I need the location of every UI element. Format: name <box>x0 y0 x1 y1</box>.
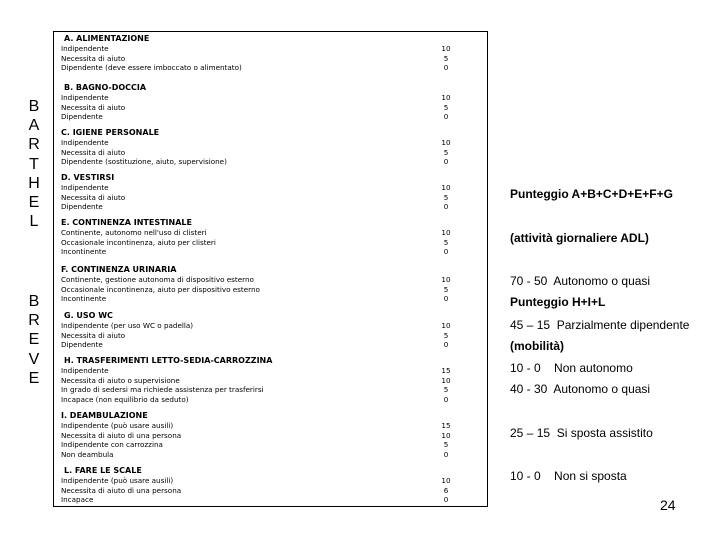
legend-title: Punteggio H+I+L <box>510 295 606 309</box>
item-text: Indipendente <box>61 44 109 53</box>
section-scores <box>438 183 454 212</box>
score-value: 10 <box>441 183 451 192</box>
section-title: E. CONTINENZA INTESTINALE <box>61 218 192 227</box>
score-value: 5 <box>443 385 449 395</box>
section-scores <box>438 421 454 459</box>
vertical-letter: R <box>28 312 40 330</box>
legend-subtitle: (attività giornaliere ADL) <box>510 230 649 245</box>
section-items <box>61 93 125 122</box>
score-value: 5 <box>443 192 449 202</box>
item-text: Incapace <box>61 495 94 505</box>
item-text: Dipendente (deve essere imboccato o alimentato) <box>61 63 242 73</box>
vertical-letter: A <box>28 117 40 135</box>
barthel-score-table <box>53 31 488 507</box>
item-text: Necessita di aiuto o supervisione <box>61 375 180 385</box>
item-text: Continente, gestione autonoma di dispositivo esterno <box>61 275 254 284</box>
legend-row: 10 - 0 Non autonomo <box>510 361 633 375</box>
score-value: 0 <box>443 449 449 459</box>
item-text: Necessita di aiuto di una persona <box>61 485 182 495</box>
section-scores <box>438 476 454 505</box>
mobility-score-legend <box>510 266 653 498</box>
section-scores <box>438 44 454 73</box>
section-title: D. VESTIRSI <box>61 173 115 182</box>
section-title: L. FARE LE SCALE <box>64 466 142 475</box>
score-value: 6 <box>443 485 449 495</box>
vertical-letter: L <box>29 213 39 231</box>
section-items <box>61 366 264 404</box>
item-text: Necessita di aiuto <box>61 147 126 157</box>
item-text: Necessita di aiuto di una persona <box>61 430 182 440</box>
section-items <box>61 476 181 505</box>
legend-subtitle: (mobilità) <box>510 338 564 353</box>
item-text: Dipendente (sostituzione, aiuto, supervisione) <box>61 157 227 167</box>
section-scores <box>438 138 454 167</box>
section-items <box>61 44 242 73</box>
legend-row: 25 – 15 Si sposta assistito <box>510 425 653 440</box>
section-scores <box>438 321 454 350</box>
score-value: 0 <box>443 63 449 73</box>
score-value: 10 <box>441 321 451 330</box>
vertical-letter: R <box>28 136 40 154</box>
item-text: Continente, autonomo nell'uso di clisteri <box>61 228 207 237</box>
vertical-label-breve <box>27 292 41 388</box>
score-value: 5 <box>443 102 449 112</box>
section-items <box>61 421 181 459</box>
section-items <box>61 183 125 212</box>
score-value: 10 <box>441 138 451 147</box>
page-number: 24 <box>660 497 676 513</box>
score-value: 10 <box>441 275 451 284</box>
item-text: Necessita di aiuto <box>61 53 126 63</box>
score-value: 15 <box>441 421 451 430</box>
item-text: Occasionale incontinenza, aiuto per dispositivo esterno <box>61 284 260 294</box>
section-title: B. BAGNO-DOCCIA <box>64 83 147 92</box>
score-value: 10 <box>441 228 451 237</box>
score-value: 10 <box>441 476 451 485</box>
legend-title: Punteggio A+B+C+D+E+F+G <box>510 187 673 201</box>
item-text: Indipendente <box>61 93 109 102</box>
item-text: Dipendente <box>61 202 103 212</box>
legend-row: 10 - 0 Non si sposta <box>510 469 627 483</box>
vertical-letter: E <box>28 369 40 387</box>
item-text: Dipendente <box>61 112 103 122</box>
score-value: 15 <box>441 366 451 375</box>
section-title: F. CONTINENZA URINARIA <box>61 265 177 274</box>
score-value: 10 <box>441 44 451 53</box>
item-text: Necessita di aiuto <box>61 102 126 112</box>
score-value: 5 <box>443 440 449 450</box>
score-value: 5 <box>443 53 449 63</box>
section-scores <box>438 228 454 257</box>
section-scores <box>438 93 454 122</box>
legend-row: 70 - 50 Autonomo o quasi <box>510 274 651 288</box>
vertical-letter: B <box>28 293 40 310</box>
section-items <box>61 275 260 304</box>
item-text: Indipendente <box>61 366 109 375</box>
score-value: 5 <box>443 147 449 157</box>
score-value: 5 <box>443 237 449 247</box>
score-value: 5 <box>443 330 449 340</box>
item-text: Dipendente <box>61 340 103 350</box>
item-text: Indipendente (può usare ausili) <box>61 476 174 485</box>
score-value: 10 <box>441 430 451 440</box>
vertical-letter: E <box>28 331 40 349</box>
item-text: Indipendente con carrozzina <box>61 440 163 450</box>
item-text: Necessita di aiuto <box>61 330 126 340</box>
item-text: Indipendente (può usare ausili) <box>61 421 174 430</box>
score-value: 0 <box>443 247 449 257</box>
score-value: 0 <box>443 394 449 404</box>
vertical-letter: T <box>29 155 39 173</box>
section-title: H. TRASFERIMENTI LETTO-SEDIA-CARROZZINA <box>64 356 273 365</box>
section-title: C. IGIENE PERSONALE <box>61 128 160 137</box>
item-text: Necessita di aiuto <box>61 192 126 202</box>
item-text: In grado di sedersi ma richiede assistenza per trasferirsi <box>61 385 264 395</box>
score-value: 0 <box>443 112 449 122</box>
item-text: Indipendente <box>61 138 109 147</box>
section-items <box>61 321 193 350</box>
legend-row: 45 – 15 Parzialmente dipendente <box>510 317 690 332</box>
score-value: 10 <box>441 93 451 102</box>
section-items <box>61 228 216 257</box>
vertical-letter: H <box>28 174 40 192</box>
score-value: 0 <box>443 202 449 212</box>
section-title: G. USO WC <box>64 311 113 320</box>
item-text: Incontinente <box>61 294 107 304</box>
item-text: Incontinente <box>61 247 107 257</box>
item-text: Non deambula <box>61 449 114 459</box>
score-value: 10 <box>441 375 451 385</box>
score-value: 5 <box>443 284 449 294</box>
vertical-label-barthel <box>27 97 41 231</box>
vertical-letter: E <box>28 194 40 212</box>
score-value: 0 <box>443 340 449 350</box>
score-value: 0 <box>443 294 449 304</box>
legend-row: 40 - 30 Autonomo o quasi <box>510 382 651 396</box>
item-text: Indipendente (per uso WC o padella) <box>61 321 194 330</box>
score-value: 0 <box>443 157 449 167</box>
section-title: I. DEAMBULAZIONE <box>61 411 148 420</box>
score-value: 0 <box>443 495 449 505</box>
item-text: Incapace (non equilibrio da seduto) <box>61 394 189 404</box>
section-scores <box>438 366 454 404</box>
vertical-letter: V <box>28 350 40 368</box>
item-text: Occasionale incontinenza, aiuto per clisteri <box>61 237 216 247</box>
section-scores <box>438 275 454 304</box>
item-text: Indipendente <box>61 183 109 192</box>
section-items <box>61 138 227 167</box>
section-title: A. ALIMENTAZIONE <box>64 34 150 43</box>
vertical-letter: B <box>28 98 40 115</box>
